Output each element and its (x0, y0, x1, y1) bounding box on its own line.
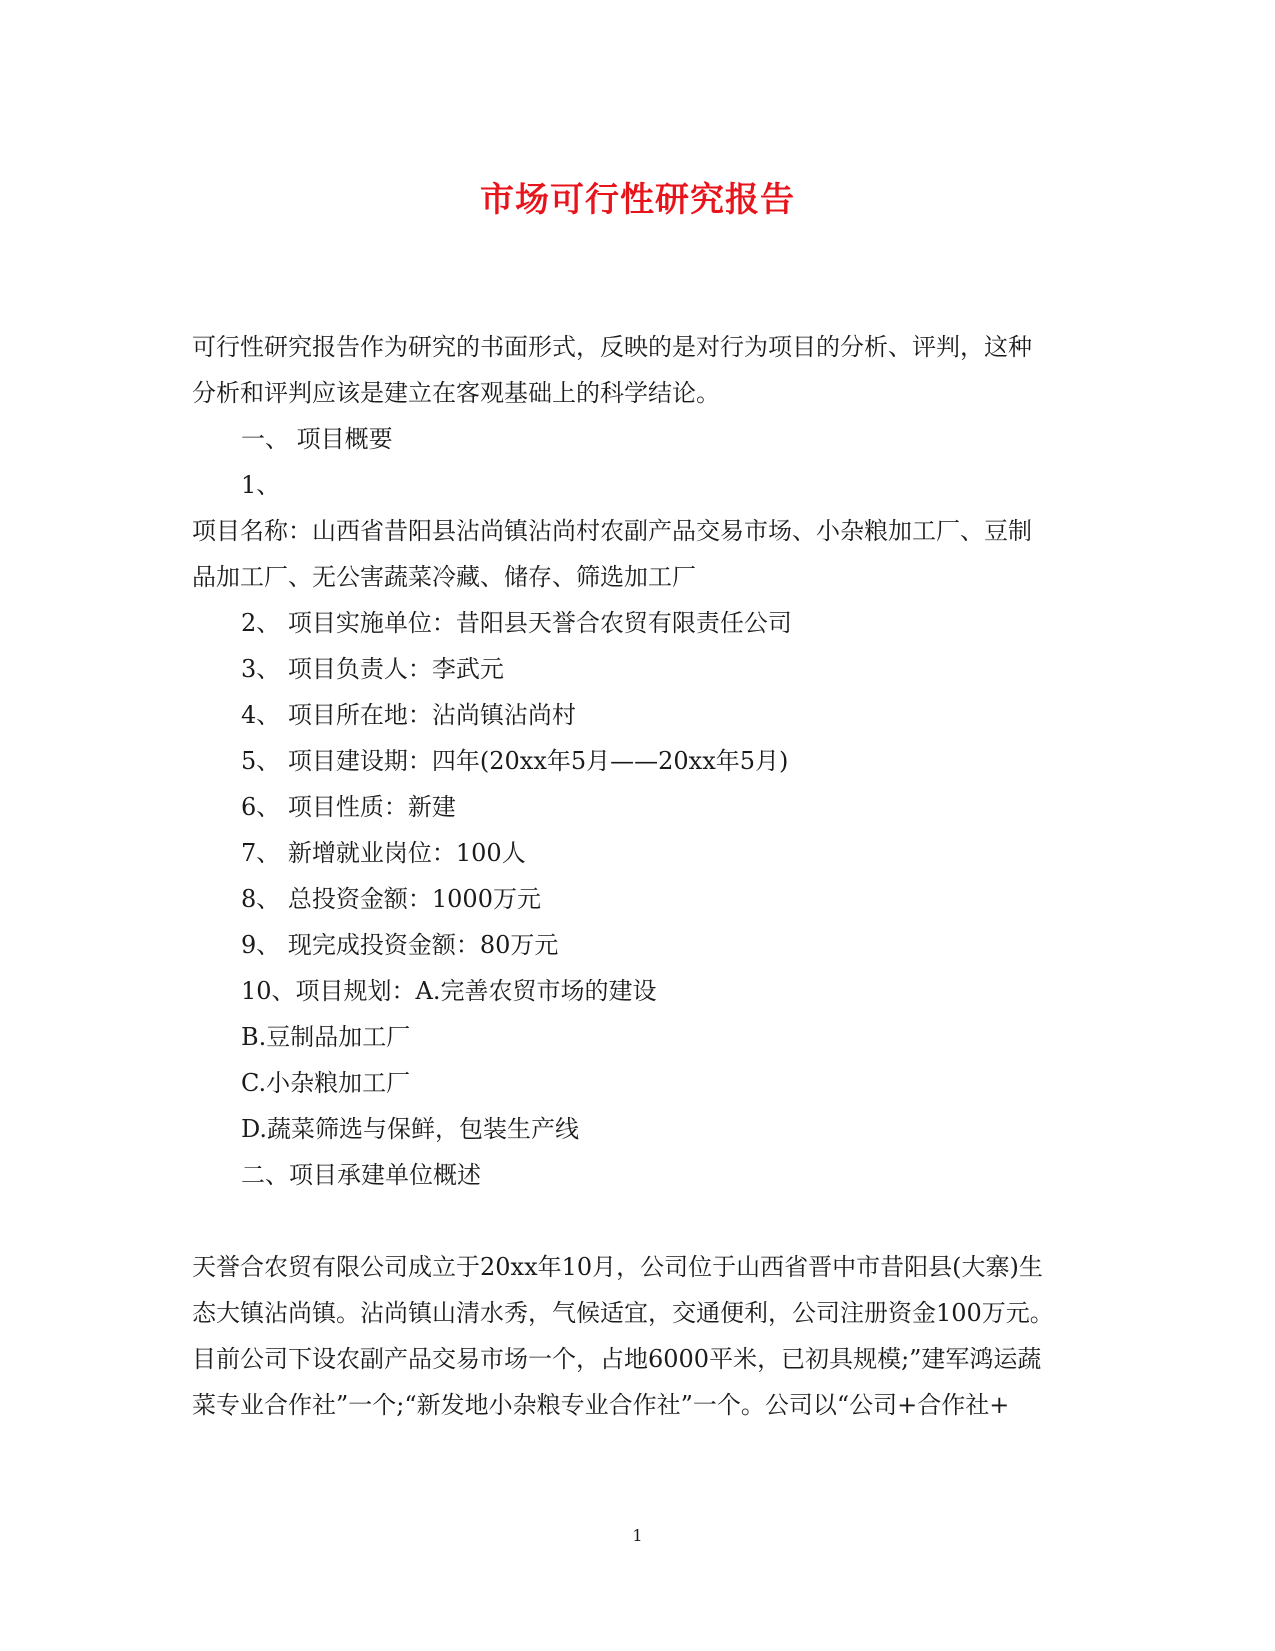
paragraph-line: 天誉合农贸有限公司成立于20xx年10月，公司位于山西省晋中市昔阳县(大寨)生 (192, 1253, 1043, 1281)
list-item: 8、 总投资金额：1000万元 (241, 885, 541, 913)
list-item: 9、 现完成投资金额：80万元 (241, 931, 559, 959)
list-item: 4、 项目所在地：沾尚镇沾尚村 (241, 701, 576, 729)
paragraph-line: 目前公司下设农副产品交易市场一个，占地6000平米，已初具规模;”建军鸿运蔬 (192, 1345, 1042, 1373)
paragraph-line: 项目名称：山西省昔阳县沾尚镇沾尚村农副产品交易市场、小杂粮加工厂、豆制 (192, 517, 1032, 545)
paragraph-line: 菜专业合作社”一个;“新发地小杂粮专业合作社”一个。公司以“公司+合作社+ (192, 1391, 1010, 1419)
sub-item: C.小杂粮加工厂 (241, 1069, 411, 1097)
section-heading: 一、 项目概要 (241, 425, 393, 453)
paragraph-line: 分析和评判应该是建立在客观基础上的科学结论。 (192, 379, 720, 407)
section-heading: 二、项目承建单位概述 (241, 1161, 481, 1189)
list-item: 7、 新增就业岗位：100人 (241, 839, 526, 867)
page-number: 1 (632, 1526, 643, 1545)
document-title: 市场可行性研究报告 (480, 180, 795, 220)
paragraph-line: 可行性研究报告作为研究的书面形式，反映的是对行为项目的分析、评判，这种 (192, 333, 1032, 361)
list-item: 3、 项目负责人：李武元 (241, 655, 504, 683)
list-item: 6、 项目性质：新建 (241, 793, 456, 821)
list-item: 5、 项目建设期：四年(20xx年5月——20xx年5月) (241, 747, 789, 775)
list-item-number: 1、 (241, 471, 281, 499)
paragraph-line: 态大镇沾尚镇。沾尚镇山清水秀，气候适宜，交通便利，公司注册资金100万元。 (192, 1299, 1054, 1327)
sub-item: B.豆制品加工厂 (241, 1023, 411, 1051)
sub-item: D.蔬菜筛选与保鲜，包装生产线 (241, 1115, 580, 1143)
list-item: 10、项目规划：A.完善农贸市场的建设 (241, 977, 657, 1005)
list-item: 2、 项目实施单位：昔阳县天誉合农贸有限责任公司 (241, 609, 792, 637)
paragraph-line: 品加工厂、无公害蔬菜冷藏、储存、筛选加工厂 (192, 563, 696, 591)
